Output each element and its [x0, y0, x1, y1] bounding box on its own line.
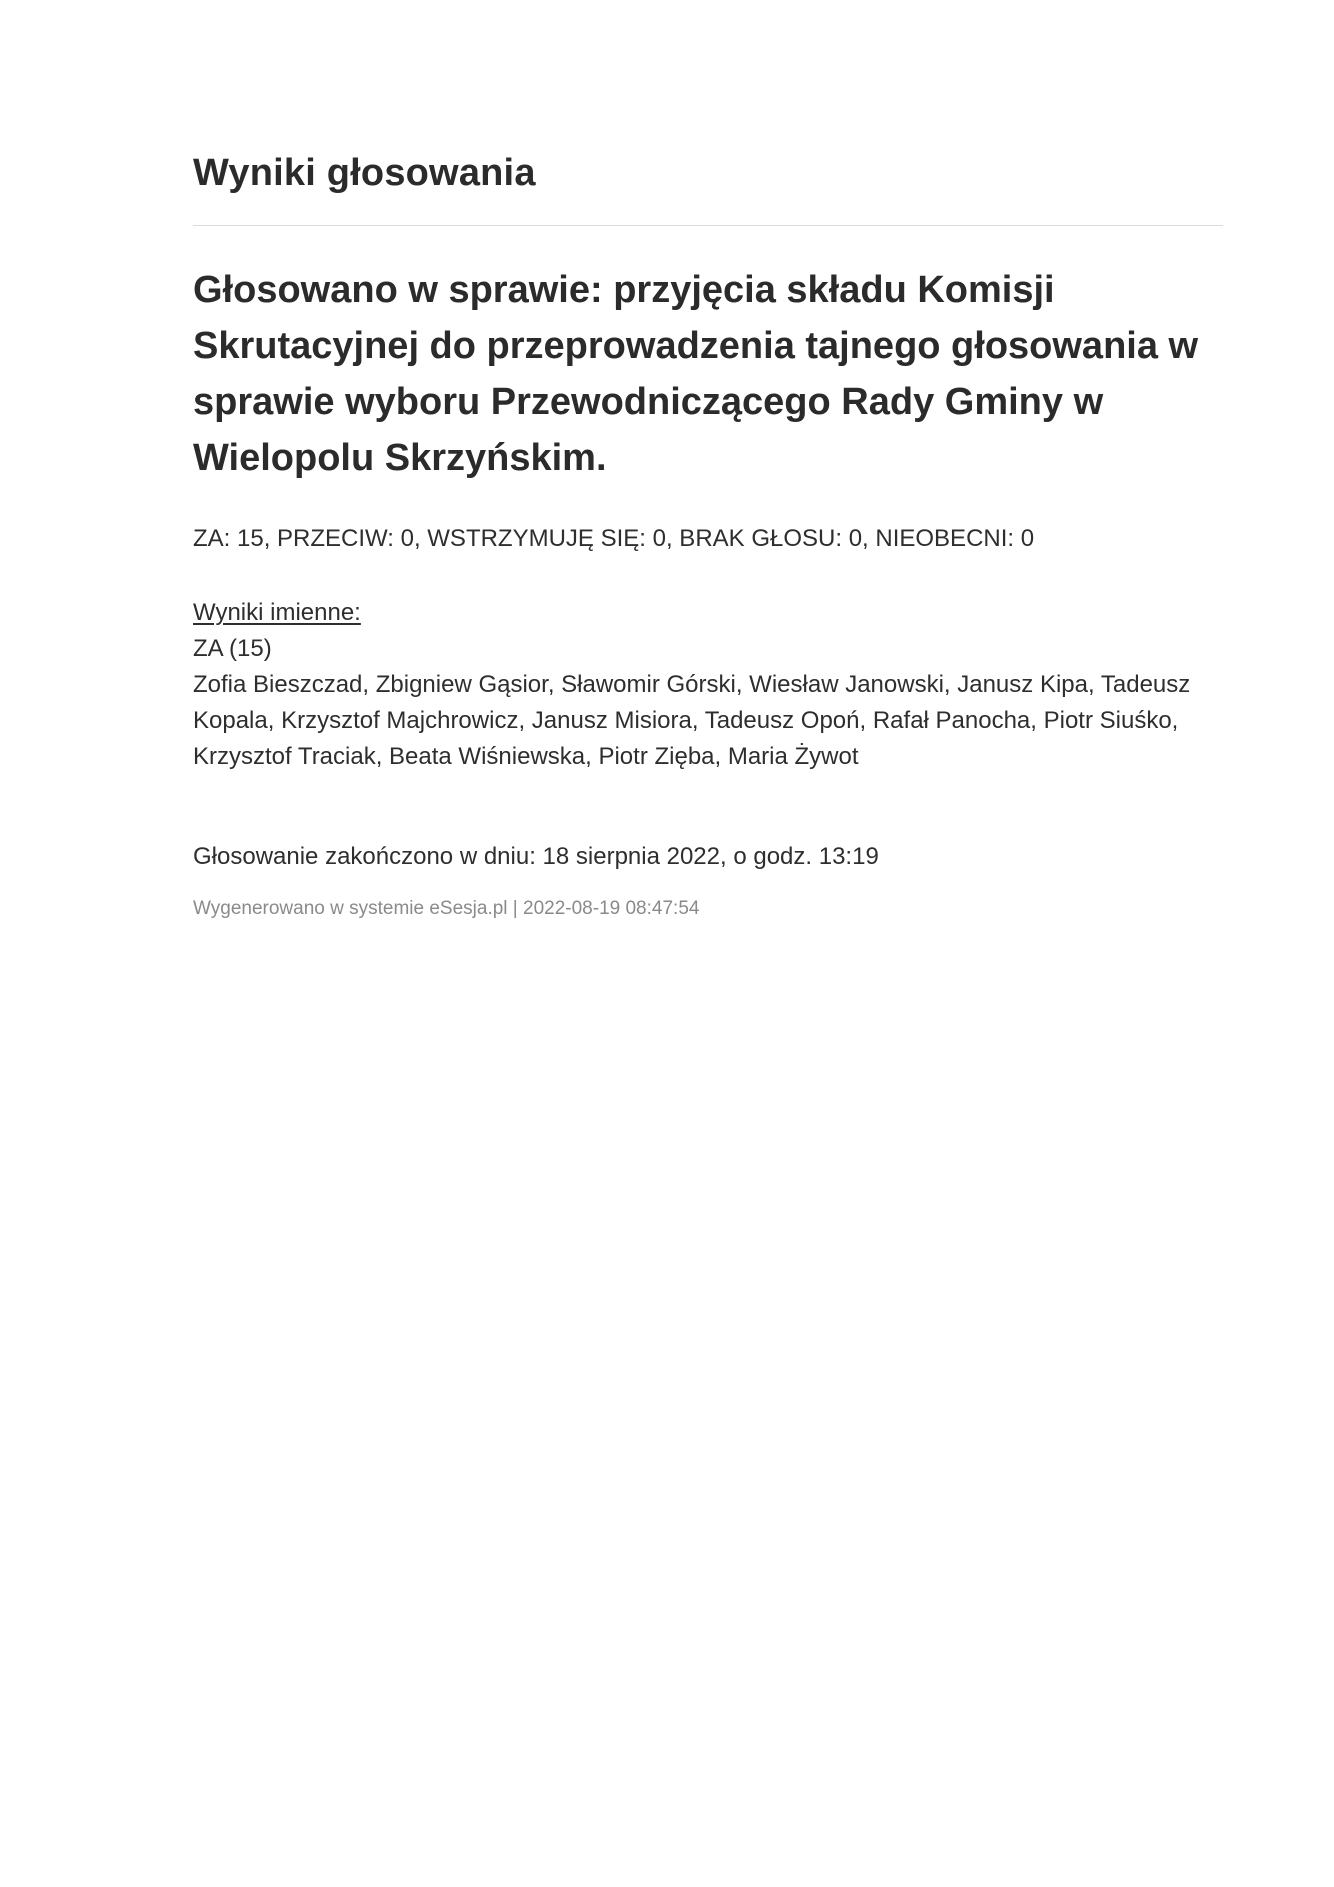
for-names-list: Zofia Bieszczad, Zbigniew Gąsior, Sławomir Górski, Wiesław Janowski, Janusz Kipa, Tadeusz Kopala, Krzysztof Majchrowicz, Janusz Misiora, Tadeusz Opoń, Rafał Panocha, Piotr Siuśko, Krzysztof Traciak, Beata Wiśniewska, Piotr Zięba, Maria Żywot — [193, 671, 1191, 770]
vote-closed-info: Głosowanie zakończono w dniu: 18 sierpnia 2022, o godz. 13:19 — [193, 843, 879, 870]
document-content — [193, 148, 1223, 923]
title-divider — [193, 225, 1223, 226]
for-group-label: ZA (15) — [193, 635, 272, 662]
named-results-heading: Wyniki imienne: — [193, 599, 361, 626]
generated-footer: Wygenerowano w systemie eSesja.pl | 2022-08-19 08:47:54 — [193, 898, 700, 919]
page-title: Wyniki głosowania — [193, 152, 536, 194]
vote-subject: Głosowano w sprawie: przyjęcia składu Komisji Skrutacyjnej do przeprowadzenia tajnego głosowania w sprawie wyboru Przewodniczącego Rady Gminy w Wielopolu Skrzyńskim. — [193, 269, 1199, 479]
vote-counts: ZA: 15, PRZECIW: 0, WSTRZYMUJĘ SIĘ: 0, BRAK GŁOSU: 0, NIEOBECNI: 0 — [193, 525, 1035, 552]
named-results — [193, 595, 1223, 775]
